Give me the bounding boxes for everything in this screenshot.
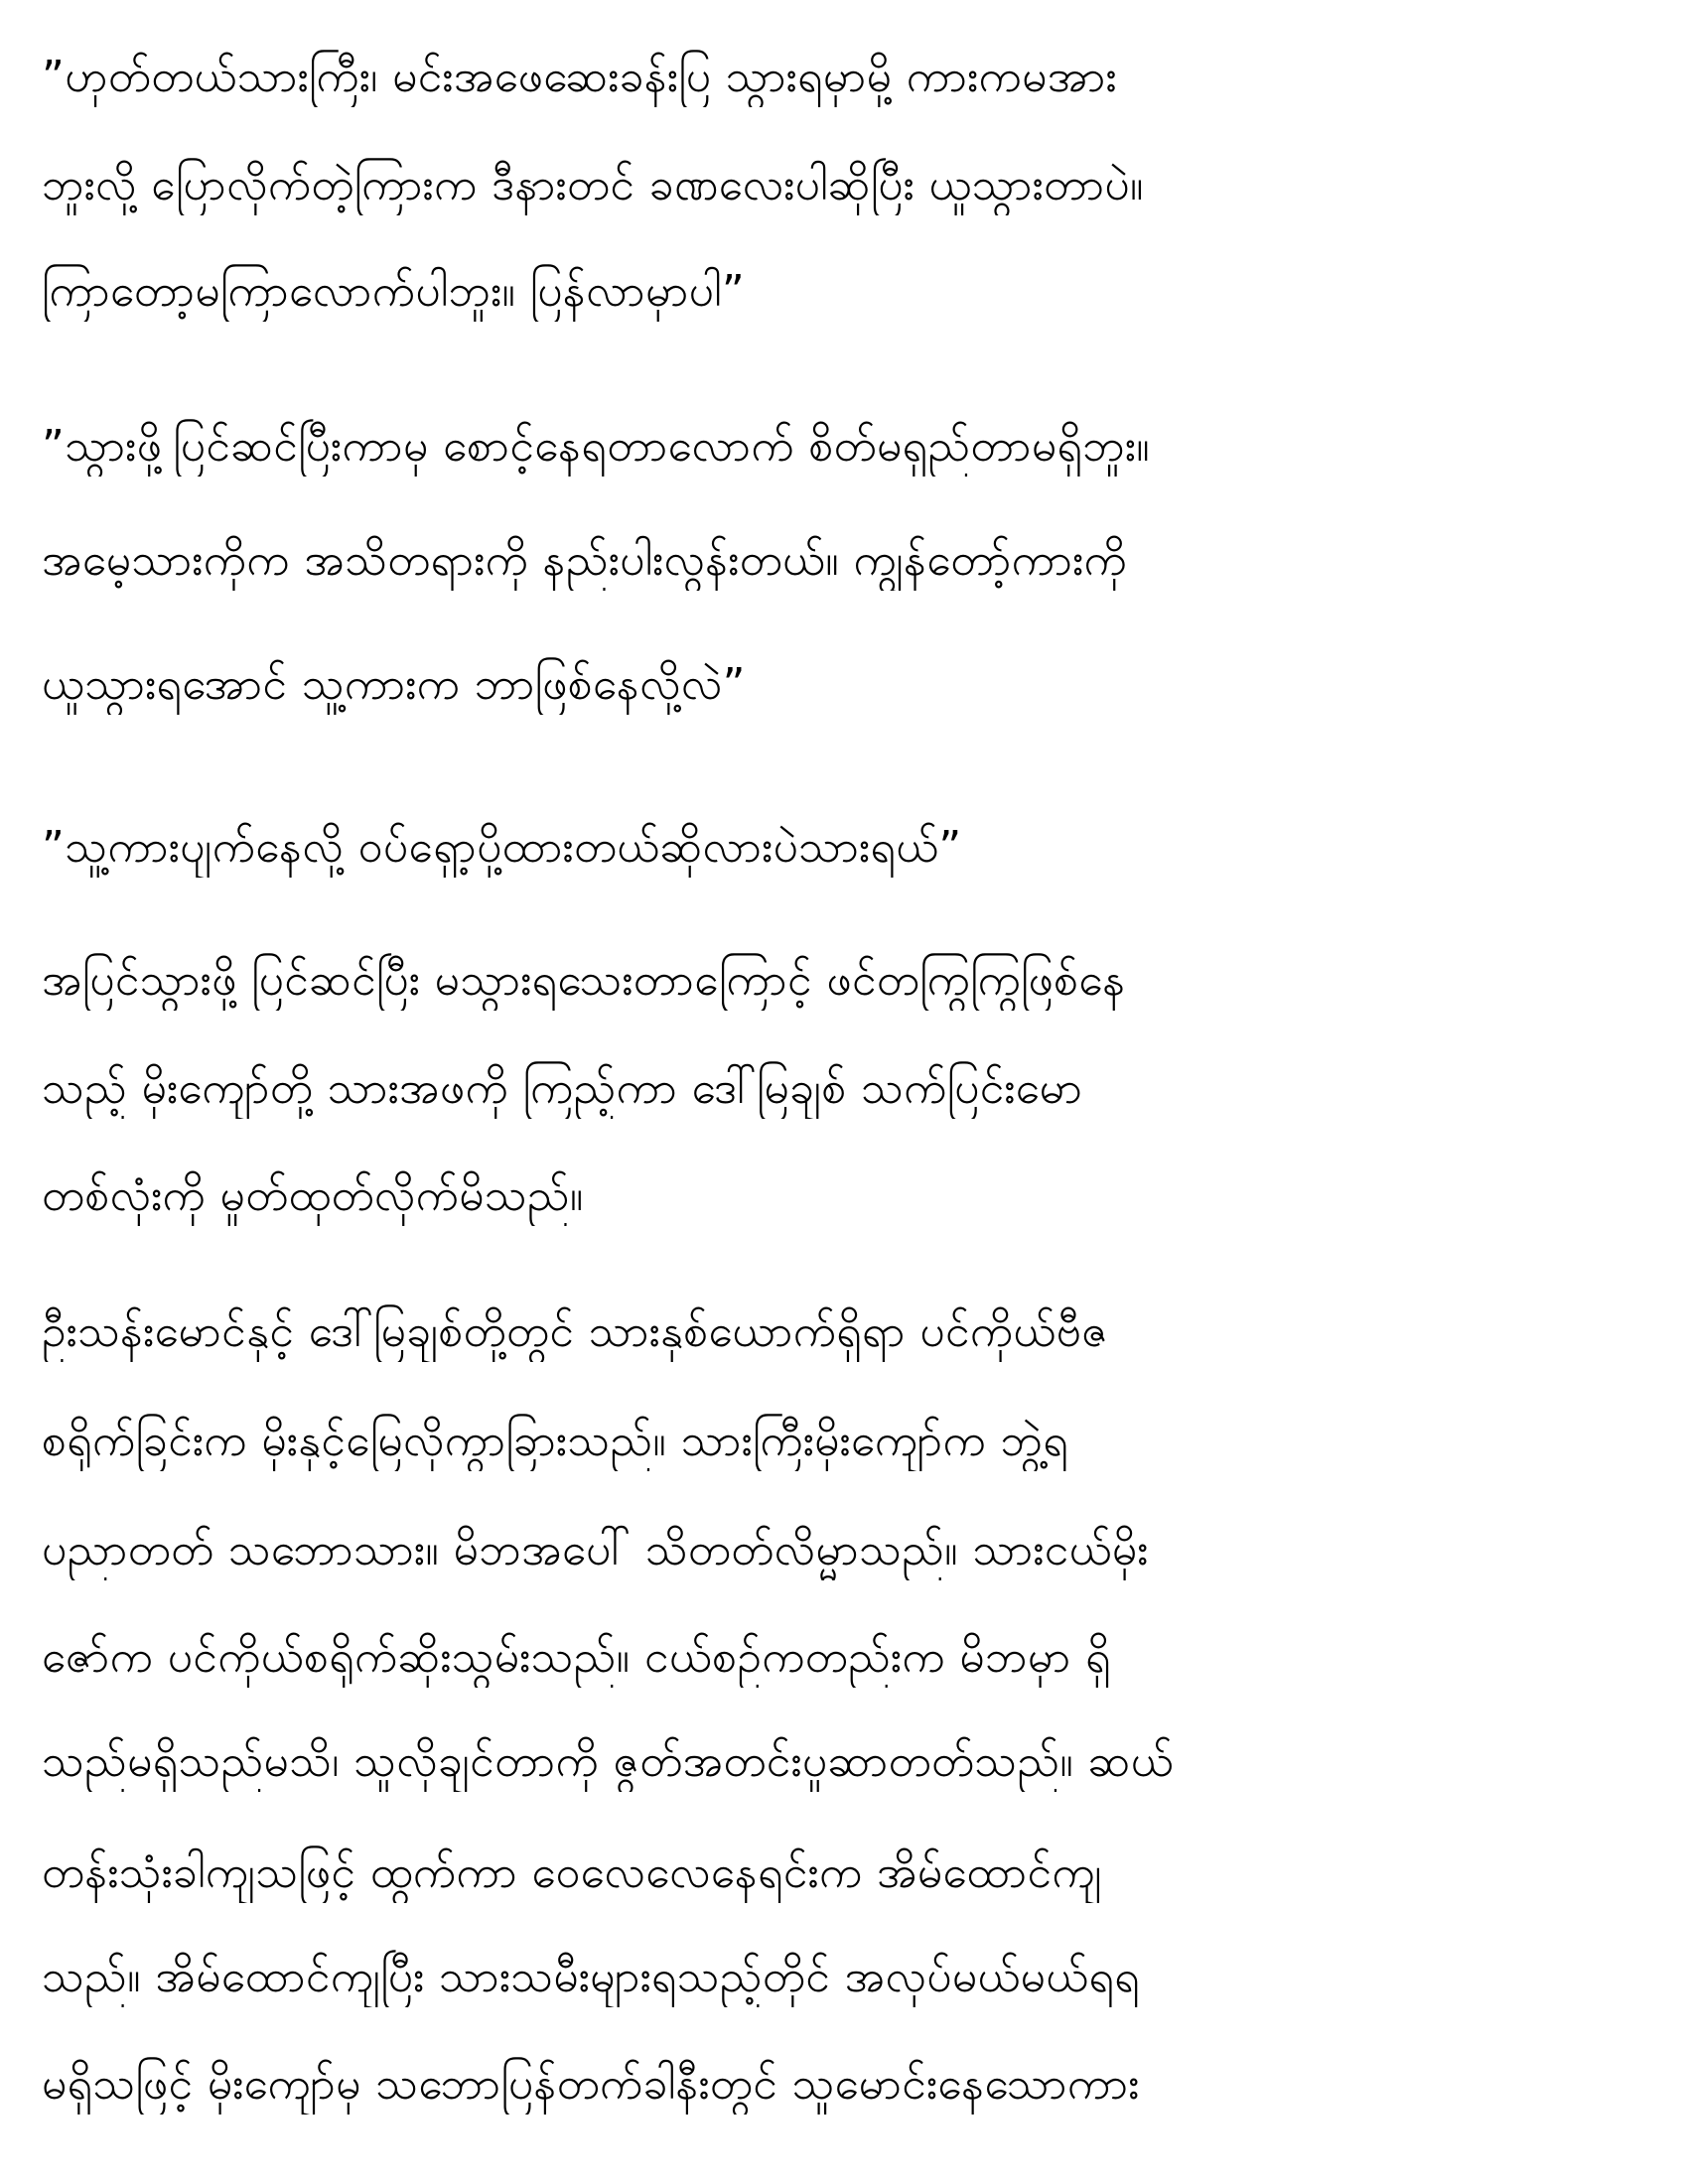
- text-line-16: တန်းသုံးခါကျသဖြင့် ထွက်ကာ ဝေလေလေနေရင်းက အိမ်ထောင်ကျ: [42, 1847, 1102, 1898]
- text-line-11: ဦးသန်းမောင်နှင့် ဒေါ်မြချစ်တို့တွင် သားနှစ်ယောက်ရှိရာ ပင်ကိုယ်ဗီဇ: [42, 1306, 1108, 1357]
- text-line-18: မရှိသဖြင့် မိုးကျော်မှ သဘောပြန်တက်ခါနီးတွင် သူမောင်းနေသောကား: [42, 2059, 1140, 2110]
- text-line-5: အမေ့သားကိုက အသိတရားကို နည်းပါးလွန်းတယ်။ ကျွန်တော့်ကားကို: [42, 535, 1128, 586]
- text-line-4: ”သွားဖို့ပြင်ဆင်ပြီးကာမှ စောင့်နေရတာလောက် စိတ်မရှည်တာမရှိဘူး။: [42, 421, 1151, 472]
- text-line-10: တစ်လုံးကို မှုတ်ထုတ်လိုက်မိသည်။: [42, 1170, 584, 1221]
- text-line-3: ကြာတော့မကြာလောက်ပါဘူး။ ပြန်လာမှာပါ”: [42, 266, 746, 317]
- text-line-1: ”ဟုတ်တယ်သားကြီး၊ မင်းအဖေဆေးခန်းပြ သွားရမှာမို့ ကားကမအား: [42, 52, 1117, 102]
- text-line-6: ယူသွားရအောင် သူ့ကားက ဘာဖြစ်နေလို့လဲ”: [42, 659, 746, 710]
- text-line-2: ဘူးလို့ ပြောလိုက်တဲ့ကြားက ဒီနားတင် ခဏလေးပါဆိုပြီး ယူသွားတာပဲ။: [42, 160, 1144, 210]
- text-line-9: သည့် မိုးကျော်တို့ သားအဖကို ကြည့်ကာ ဒေါ်မြချစ် သက်ပြင်းမော: [42, 1063, 1083, 1114]
- text-line-17: သည်။ အိမ်ထောင်ကျပြီး သားသမီးများရသည့်တိုင် အလုပ်မယ်မယ်ရရ: [42, 1952, 1141, 2002]
- text-line-14: ဇော်က ပင်ကိုယ်စရိုက်ဆိုးသွမ်းသည်။ ငယ်စဉ်ကတည်းက မိဘမှာ ရှိ: [42, 1632, 1111, 1683]
- text-line-13: ပညာတတ် သဘောသား။ မိဘအပေါ် သိတတ်လိမ္မာသည်။ သားငယ်မိုး: [42, 1525, 1149, 1575]
- text-line-7: ”သူ့ကားပျက်နေလို့ ဝပ်ရှော့ပို့ထားတယ်ဆိုလားပဲသားရယ်”: [42, 822, 962, 873]
- text-line-8: အပြင်သွားဖို့ ပြင်ဆင်ပြီး မသွားရသေးတာကြောင့် ဖင်တကြွကြွဖြစ်နေ: [42, 955, 1126, 1006]
- text-line-12: စရိုက်ခြင်းက မိုးနှင့်မြေလိုကွာခြားသည်။ သားကြီးမိုးကျော်က ဘွဲ့ရ: [42, 1416, 1069, 1466]
- text-line-15: သည်မရှိသည်မသိ၊ သူလိုချင်တာကို ဇွတ်အတင်းပူဆာတတ်သည်။ ဆယ်: [42, 1736, 1174, 1787]
